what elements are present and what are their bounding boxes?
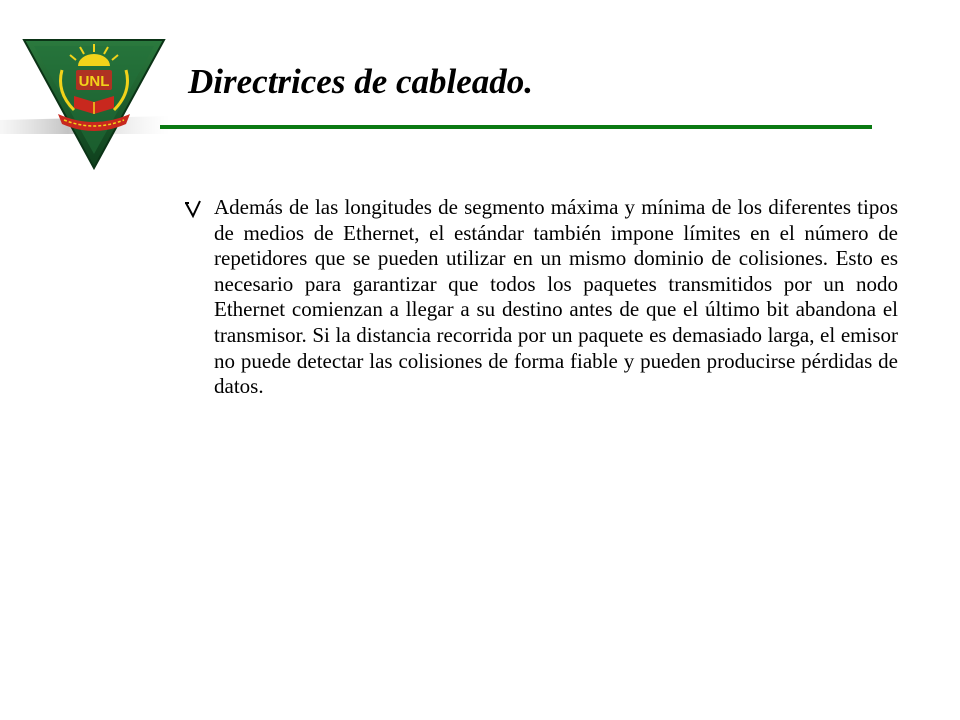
title-underline [160, 125, 872, 129]
university-crest-icon [0, 30, 170, 175]
check-bullet-icon [184, 199, 202, 219]
svg-text:UNL: UNL [78, 73, 110, 90]
bullet-text: Además de las longitudes de segmento máxima y mínima de los diferentes tipos de medios de Ethernet, el estándar también impone límites en el número de repetidores que se pueden utilizar en un mismo dominio de colisiones. Esto es necesario para garantizar que todos los paquetes transmitidos por un nodo Ethernet comienzan a llegar a su destino antes de que el último bit abandona el transmisor. Si la distancia recorrida por un paquete es demasiado larga, el emisor no puede detectar las colisiones de forma fiable y pueden producirse pérdidas de datos. [214, 195, 898, 399]
list-item [184, 195, 898, 400]
slide-body [184, 195, 898, 400]
page-title: Directrices de cableado. [188, 62, 534, 101]
